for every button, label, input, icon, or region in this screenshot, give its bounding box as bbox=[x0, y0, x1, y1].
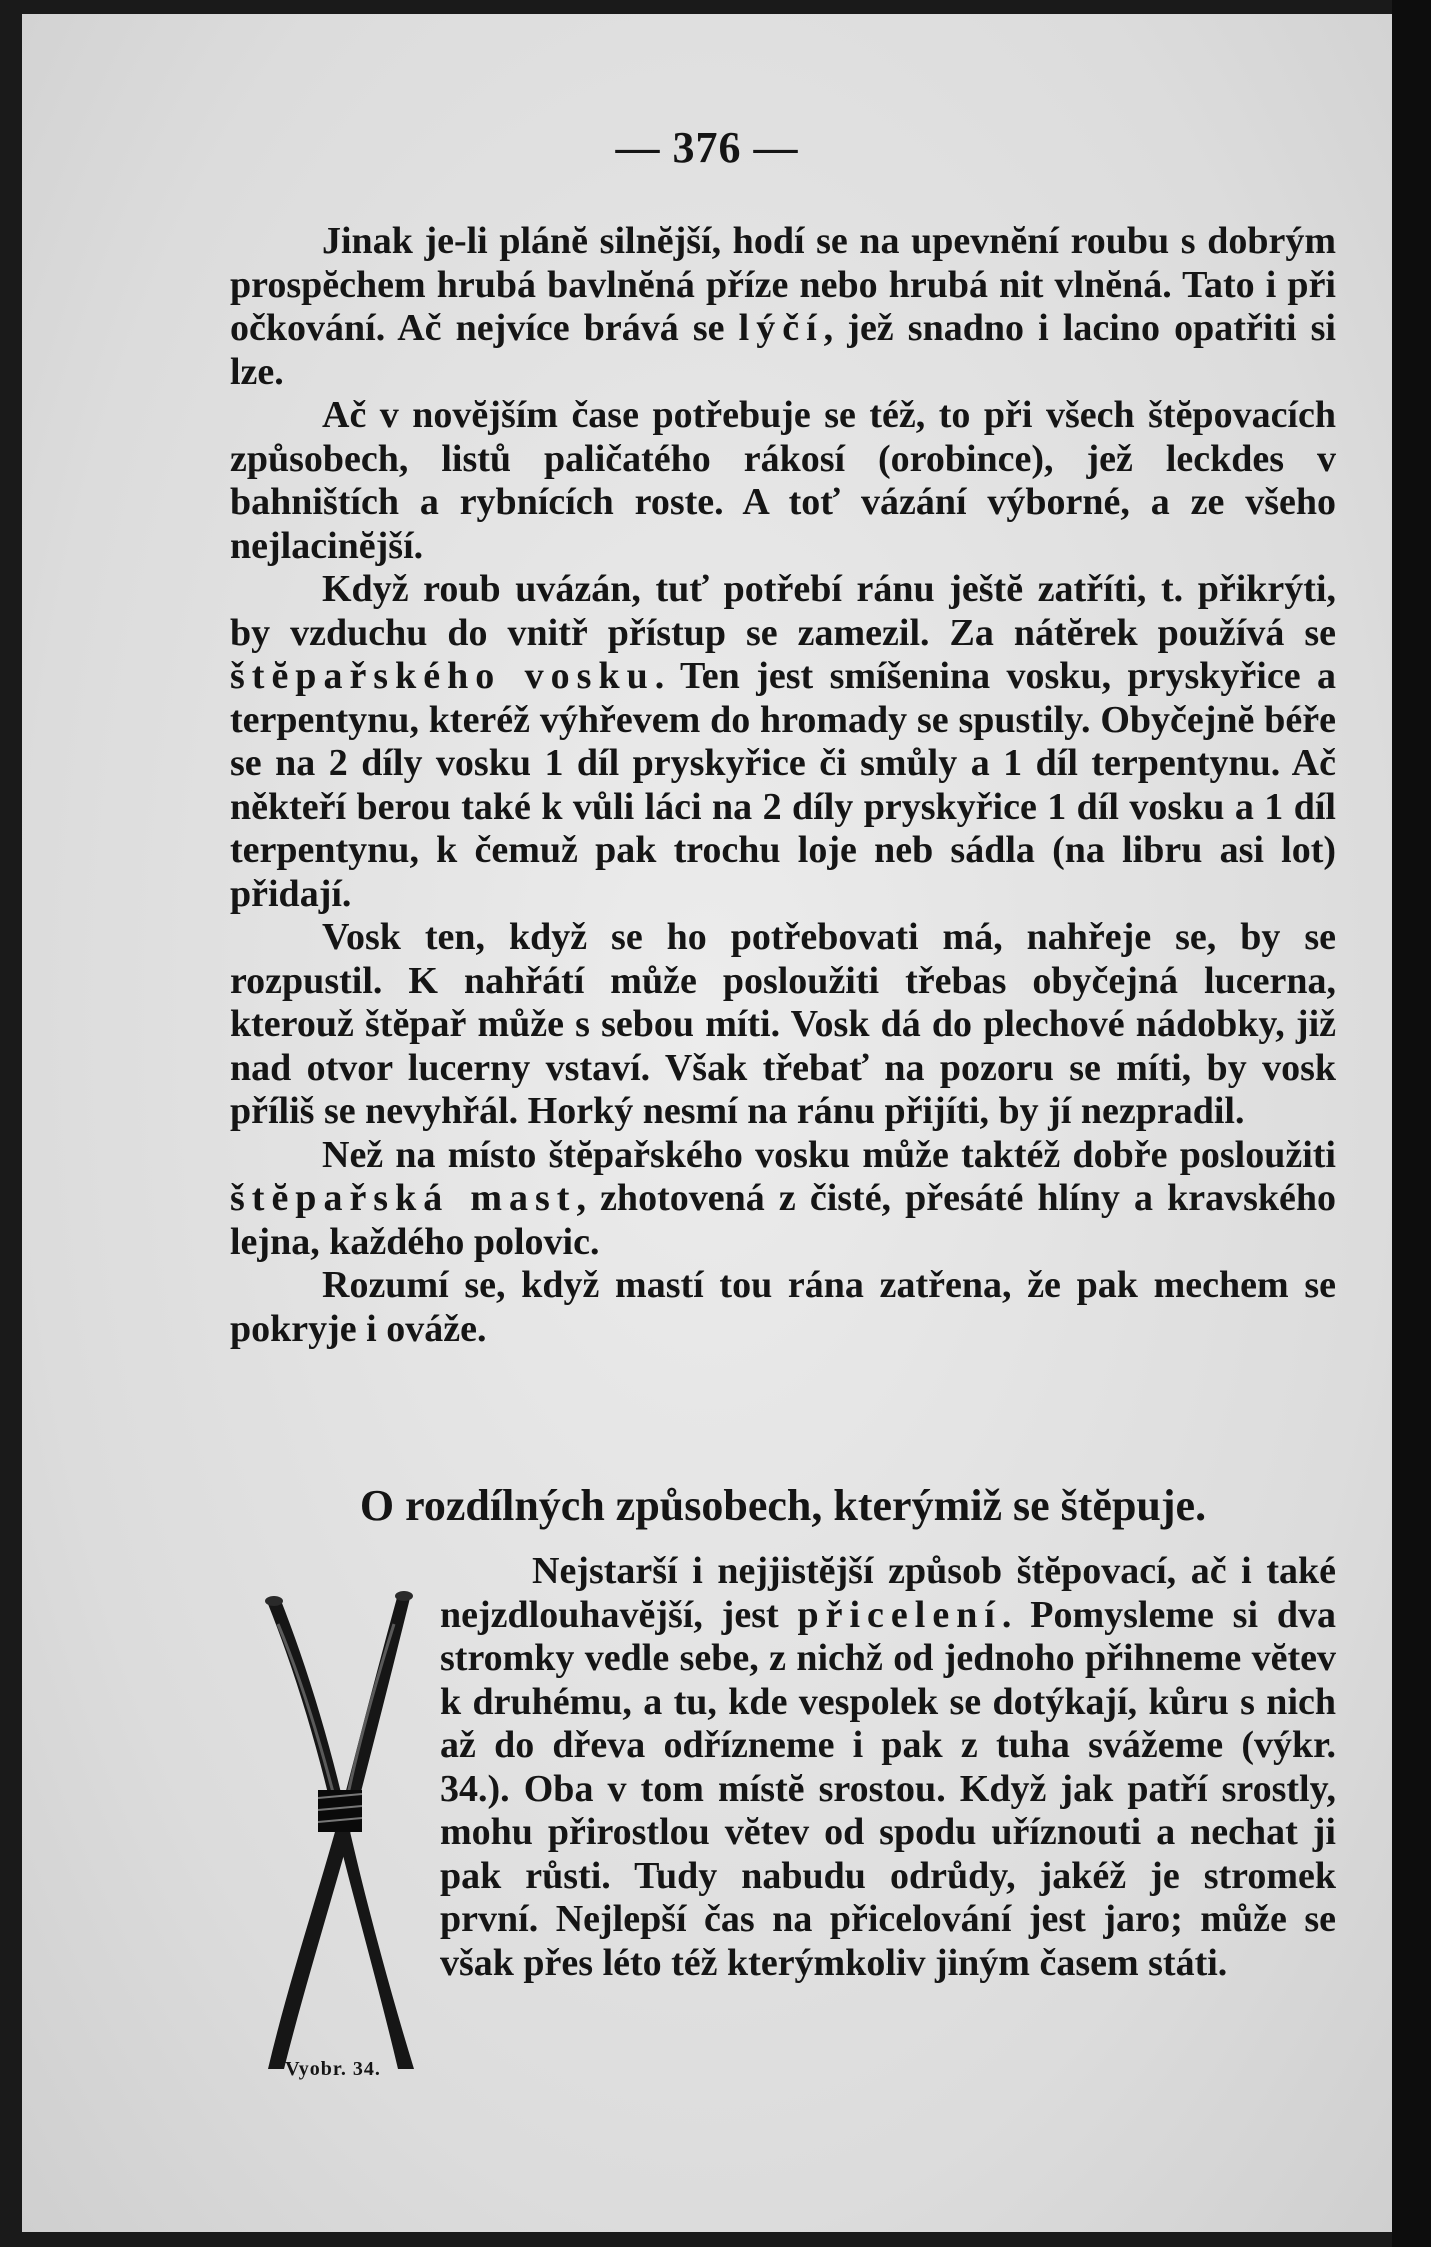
paragraph-reed-leaves bbox=[230, 394, 1336, 568]
scan-edge-strip bbox=[1392, 0, 1431, 2247]
paragraph-moss-cover bbox=[230, 1264, 1336, 1351]
text-segment: . Ten jest smíšenina vosku, pryskyřice a terpentynu, kteréž výhřevem do hromady se spustily. Obyčejnĕ béře se na 2 díly vosku 1 díl pryskyřice či smůly a 1 díl terpentynu. Ač někteří berou také k vůli láci na 2 díly pryskyřice 1 díl vosku a 1 díl terpentynu, k čemuž pak trochu loje neb sádla (na libru asi lot) přidají. bbox=[230, 655, 1336, 915]
paragraph-binding-materials bbox=[230, 220, 1336, 394]
text-segment: Nejstarší i nejjistĕjší způsob štĕpovací, ač i také nejzdlouhavĕjší, jest bbox=[440, 1550, 1336, 1636]
page-number: — 376 — bbox=[615, 123, 799, 172]
paragraph-approach-grafting bbox=[440, 1550, 1336, 1985]
section-heading: O rozdílných způsobech, kterýmiž se štĕpuje. bbox=[359, 1481, 1207, 1530]
emphasized-term: přicelení bbox=[797, 1593, 1002, 1636]
paragraph-heating-wax bbox=[230, 916, 1336, 1134]
text-segment: Vosk ten, když se ho potřebovati má, nahřeje se, by se rozpustil. K nahřátí může posloužiti třebas obyčejná lucerna, kterouž štĕpař může s sebou míti. Vosk dá do plechové nádobky, již nad otvor lucerny vstaví. Však třebať na pozoru se míti, by vosk příliš se nevyhřál. Horký nesmí na ránu přijíti, by jí nezpradil. bbox=[230, 916, 1336, 1132]
emphasized-term: štĕpařského vosku bbox=[230, 655, 655, 697]
book-page bbox=[22, 14, 1392, 2232]
figure-approach-grafting bbox=[248, 1564, 418, 2074]
branch-tip bbox=[265, 1596, 283, 1606]
crossed-branches-illustration bbox=[248, 1564, 418, 2074]
text-segment: Rozumí se, když mastí tou rána zatřena, že pak mechem se pokryje i ováže. bbox=[230, 1264, 1336, 1350]
branch-tip bbox=[395, 1591, 413, 1601]
emphasized-term: lýčí bbox=[738, 307, 824, 349]
text-segment: Jinak je-li plánĕ silnĕjší, hodí se na upevnĕní roubu s dobrým prospĕchem hrubá bavlnĕná příze nebo hrubá nit vlnĕná. Tato i při očkování. Ač nejvíce brává se bbox=[230, 220, 1336, 349]
text-segment: , jež snadno i lacino opatřiti si lze. bbox=[230, 307, 1336, 393]
text-segment: , zhotovená z čisté, přesáté hlíny a kravského lejna, každého polovic. bbox=[230, 1177, 1337, 1263]
text-segment: . Pomysleme si dva stromky vedle sebe, z nichž od jednoho přihneme vĕtev k druhému, a tu, kde vespolek se dotýkají, kůru s nich až do dřeva odřízneme i pak z tuha svážeme (výkr. 34.). Oba v tom místĕ srostou. Když jak patří srostly, mohu přirostlou vĕtev od spodu uříznouti a nechat ji pak růsti. Tudy nabudu odrůdy, jakéž je stromek první. Nejlepší čas na přicelování jest jaro; může se však přes léto též kterýmkoliv jiným časem státi. bbox=[440, 1593, 1337, 1984]
emphasized-term: štĕpařská mast bbox=[230, 1177, 577, 1219]
text-segment: Než na místo štĕpařského vosku může taktéž dobře posloužiti bbox=[322, 1133, 1336, 1176]
section-text bbox=[440, 1550, 1336, 1985]
paragraph-grafting-wax bbox=[230, 568, 1336, 916]
text-segment: Když roub uvázán, tuť potřebí ránu ještĕ zatříti, t. přikrýti, by vzduchu do vnitř přístup se zamezil. Za nátĕrek používá se bbox=[230, 568, 1336, 654]
figure-caption: Vyobr. 34. bbox=[285, 2058, 381, 2080]
body-text bbox=[230, 220, 1336, 1351]
paragraph-grafting-ointment bbox=[230, 1134, 1336, 1265]
text-segment: Ač v novĕjším čase potřebuje se též, to při všech štĕpovacích způsobech, listů paličatého rákosí (orobince), jež leckdes v bahništích a rybnících roste. A toť vázání výborné, a ze všeho nejlacinĕjší. bbox=[230, 394, 1336, 567]
